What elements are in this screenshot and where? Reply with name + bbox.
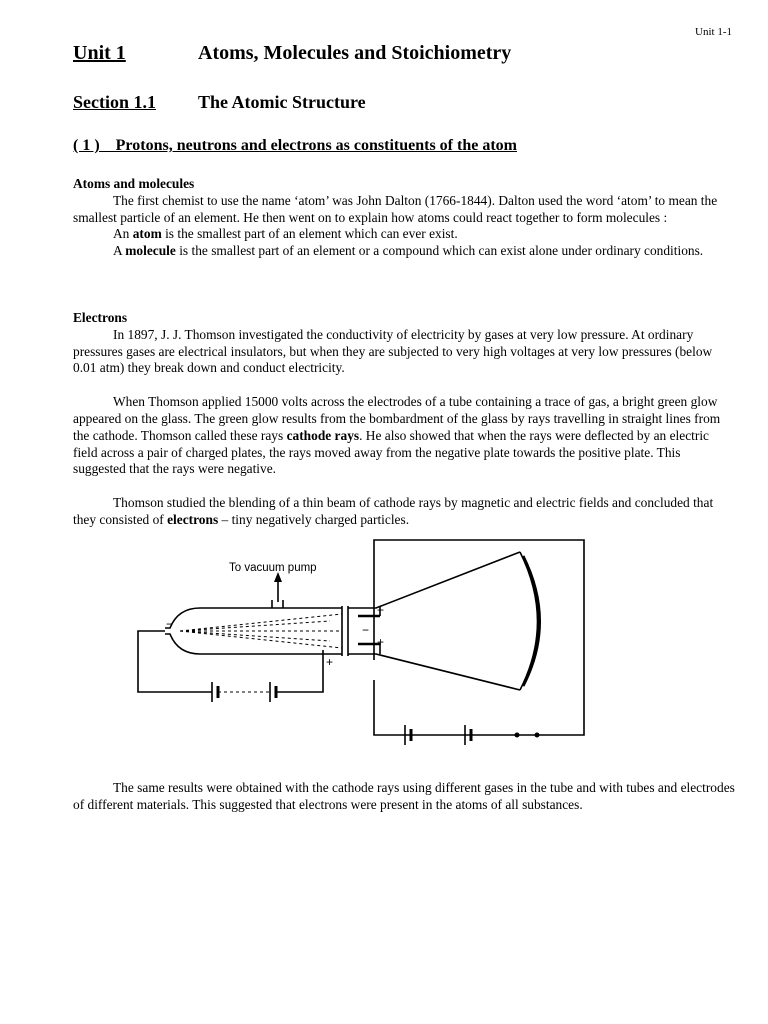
atoms-paragraph: The first chemist to use the name ‘atom’ was John Dalton (1766-1844). Dalton used the word ‘atom’ to mean the smallest particle of an element. He then went on to explain how atoms could react together to form molecules : — [73, 192, 718, 225]
electrons-paragraph-2: When Thomson applied 15000 volts across the electrodes of a tube containing a trace of gas, a bright green glow appeared on the glass. The green glow results from the bombardment of the glass by rays travelling in straight lines from the cathode. Thomson called these rays cathode rays. He also showed that when the rays were deflected by an electric field across a pair of charged plates, the rays moved away from the negative plate towards the positive plate. This suggested that the rays were negative. — [73, 394, 721, 477]
molecule-definition: A molecule is the smallest part of an element or a compound which can exist alone under ordinary conditions. — [113, 243, 704, 259]
subsection-heading: ( 1 ) Protons, neutrons and electrons as constituents of the atom — [73, 137, 517, 154]
atoms-block — [73, 176, 735, 260]
atoms-heading: Atoms and molecules — [73, 176, 195, 191]
closing-paragraph: The same results were obtained with the cathode rays using different gases in the tube and with tubes and electrodes of different materials. This suggested that electrons were present in the atoms of all substances. — [73, 780, 735, 812]
electrons-block — [73, 310, 735, 529]
page-number: Unit 1-1 — [695, 26, 732, 38]
unit-heading — [73, 42, 512, 65]
top-plate-minus-label: − — [377, 603, 385, 617]
section-title: The Atomic Structure — [198, 92, 366, 112]
cathode-minus-label: − — [166, 617, 174, 631]
vacuum-pump-label: To vacuum pump — [229, 562, 317, 574]
bottom-plate-plus-label: + — [377, 635, 385, 649]
electrons-paragraph-1: In 1897, J. J. Thomson investigated the conductivity of electricity by gases at very low pressure. At ordinary pressures gases are electrical insulators, but when they are subjected to very high voltages at very low pressures (below 0.01 atm) they break down and conduct electricity. — [73, 326, 713, 376]
cathode-ray-tube-diagram — [0, 530, 768, 770]
electrons-heading: Electrons — [73, 310, 128, 325]
section-label: Section 1.1 — [73, 92, 156, 112]
unit-label: Unit 1 — [73, 42, 126, 64]
unit-title: Atoms, Molecules and Stoichiometry — [198, 42, 512, 64]
atom-definition: An atom is the smallest part of an element which can ever exist. — [113, 226, 458, 242]
anode-plus-label: + — [326, 655, 334, 669]
middle-minus-label: − — [362, 623, 370, 637]
closing-block — [73, 780, 735, 814]
section-heading — [73, 92, 366, 113]
electrons-paragraph-3: Thomson studied the blending of a thin beam of cathode rays by magnetic and electric fields and concluded that they consisted of electrons – tiny negatively charged particles. — [73, 495, 714, 527]
